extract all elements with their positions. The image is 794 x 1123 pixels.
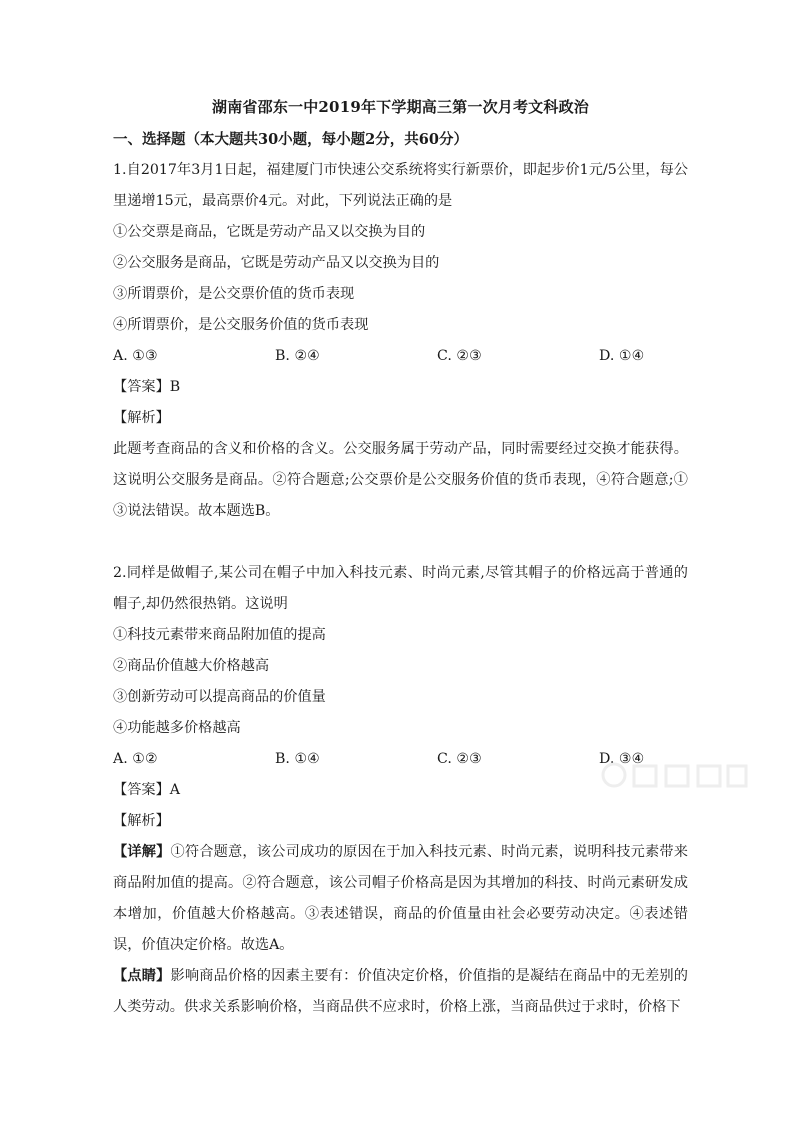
detail-label: 【详解】 <box>113 844 171 860</box>
question-2-option-d: D. ③④ <box>599 751 645 767</box>
detail-text: ①符合题意，该公司成功的原因在于加入科技元素、时尚元素，说明科技元素带来商品附加值的提高。②符合题意，该公司帽子价格高是因为其增加的科技、时尚元素研发成本增加，价值越大价格越高。③表述错误，商品的价值量由社会必要劳动决定。④表述错误，价值决定价格。故选A。 <box>113 844 688 953</box>
question-2-item-2: ②商品价值越大价格越高 <box>113 658 270 674</box>
question-1-analysis-label: 【解析】 <box>113 410 170 426</box>
question-2-detail <box>113 837 688 961</box>
question-1-item-1: ①公交票是商品，它既是劳动产品又以交换为目的 <box>113 224 426 240</box>
question-1 <box>113 155 688 527</box>
question-2-item-4: ④功能越多价格越高 <box>113 720 241 736</box>
section-heading: 一、选择题（本大题共30小题，每小题2分，共60分） <box>113 131 468 148</box>
question-1-analysis: 此题考查商品的含义和价格的含义。公交服务属于劳动产品，同时需要经过交换才能获得。这说明公交服务是商品。②符合题意;公交票价是公交服务价值的货币表现，④符合题意;①③说法错误。故本题选B。 <box>113 441 688 519</box>
answer-label: 【答案】 <box>113 379 170 395</box>
question-1-answer <box>113 372 688 403</box>
question-1-item-4: ④所谓票价，是公交服务价值的货币表现 <box>113 317 369 333</box>
question-1-stem: 1.自2017年3月1日起，福建厦门市快速公交系统将实行新票价，即起步价1元/5公里，每公里递增15元，最高票价4元。对此，下列说法正确的是 <box>113 162 688 209</box>
question-2-analysis-label: 【解析】 <box>113 813 170 829</box>
question-2-item-3: ③创新劳动可以提高商品的价值量 <box>113 689 326 705</box>
question-1-item-2: ②公交服务是商品，它既是劳动产品又以交换为目的 <box>113 255 440 271</box>
question-2-option-c: C. ②③ <box>437 751 482 767</box>
answer-value: A <box>169 782 181 798</box>
question-2-option-a: A. ①② <box>113 751 158 767</box>
watermark-logo <box>600 758 750 798</box>
question-1-option-c: C. ②③ <box>437 348 482 364</box>
document-title: 湖南省邵东一中2019年下学期高三第一次月考文科政治 <box>212 98 589 116</box>
question-1-option-d: D. ①④ <box>599 348 645 364</box>
question-1-options <box>113 341 688 372</box>
question-2-stem: 2.同样是做帽子,某公司在帽子中加入科技元素、时尚元素,尽管其帽子的价格远高于普通的帽子,却仍然很热销。这说明 <box>113 565 688 612</box>
question-1-item-3: ③所谓票价，是公交票价值的货币表现 <box>113 286 355 302</box>
question-2-point <box>113 961 688 1023</box>
answer-label: 【答案】 <box>113 782 170 798</box>
question-2-item-1: ①科技元素带来商品附加值的提高 <box>113 627 326 643</box>
question-1-option-a: A. ①③ <box>113 348 158 364</box>
question-1-option-b: B. ②④ <box>275 348 320 364</box>
answer-value: B <box>169 379 181 395</box>
document-page <box>113 96 688 1023</box>
question-2-option-b: B. ①④ <box>275 751 320 767</box>
point-label: 【点睛】 <box>113 968 171 984</box>
point-text: 影响商品价格的因素主要有：价值决定价格，价值指的是凝结在商品中的无差别的人类劳动。供求关系影响价格，当商品供不应求时，价格上涨，当商品供过于求时，价格下 <box>113 968 688 1015</box>
spacer <box>113 527 688 558</box>
watermark-icon <box>600 758 750 792</box>
